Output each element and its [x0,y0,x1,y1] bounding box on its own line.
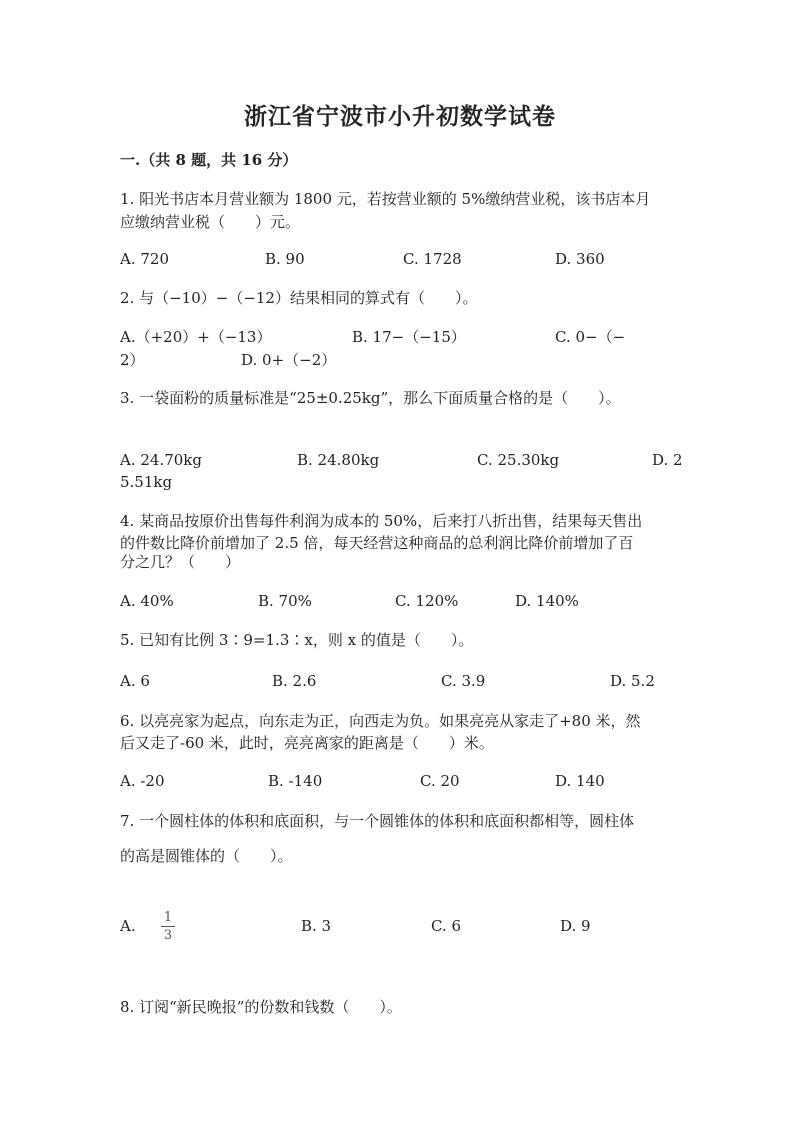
q4-option-a: A. 40% [120,592,174,610]
q4-text-line1: 4. 某商品按原价出售每件利润为成本的 50%，后来打八折出售，结果每天售出 [120,512,643,530]
q7-option-a-label: A. [120,917,136,935]
fraction-denominator: 3 [163,928,173,943]
q1-option-a: A. 720 [120,250,169,268]
q7-option-b: B. 3 [301,917,332,935]
q5-option-b: B. 2.6 [272,672,317,690]
q4-option-b: B. 70% [258,592,312,610]
fraction-bar [161,926,175,927]
q7-option-a-fraction [160,910,176,943]
q5-option-d: D. 5.2 [610,672,655,690]
q7-text-line1: 7. 一个圆柱体的体积和底面积，与一个圆锥体的体积和底面积都相等，圆柱体 [120,812,635,830]
q4-option-c: C. 120% [395,592,459,610]
fraction-numerator: 1 [163,910,173,925]
q4-text-line3: 分之几？（ ） [120,553,241,571]
q6-text-line1: 6. 以亮亮家为起点，向东走为正，向西走为负。如果亮亮从家走了+80 米，然 [120,712,641,730]
q6-option-a: A. -20 [120,772,165,790]
q7-option-c: C. 6 [431,917,462,935]
page-title: 浙江省宁波市小升初数学试卷 [244,103,556,130]
q8-text-line1: 8. 订阅“新民晚报”的份数和钱数（ ）。 [120,998,402,1016]
q3-option-c: C. 25.30kg [477,451,560,469]
q5-option-c: C. 3.9 [441,672,486,690]
q2-option-a: A.（+20）+（−13） [120,328,272,346]
q6-option-b: B. -140 [268,772,323,790]
q2-option-c: C. 0−（− [555,328,626,346]
q3-option-d: D. 2 [652,451,683,469]
q1-text-line1: 1. 阳光书店本月营业额为 1800 元，若按营业额的 5%缴纳营业税，该书店本月 [120,190,651,208]
q4-option-d: D. 140% [515,592,579,610]
q6-text-line2: 后又走了-60 米，此时，亮亮离家的距离是（ ）米。 [120,734,494,752]
q2-option-d: D. 0+（−2） [241,351,337,369]
q7-text-line2: 的高是圆锥体的（ ）。 [120,847,293,865]
q1-option-c: C. 1728 [403,250,462,268]
q5-option-a: A. 6 [120,672,150,690]
q1-option-b: B. 90 [265,250,305,268]
q5-text-line1: 5. 已知有比例 3∶9=1.3∶x，则 x 的值是（ ）。 [120,631,474,649]
q6-option-c: C. 20 [420,772,460,790]
q1-text-line2: 应缴纳营业税（ ）元。 [120,213,301,231]
section-heading: 一.（共 8 题，共 16 分） [120,151,298,169]
q2-option-b: B. 17−（−15） [352,328,466,346]
q2-text-line1: 2. 与（−10）−（−12）结果相同的算式有（ ）。 [120,289,478,307]
q6-option-d: D. 140 [555,772,605,790]
q3-option-d-continued: 5.51kg [120,473,173,491]
q3-option-b: B. 24.80kg [297,451,380,469]
q4-text-line2: 的件数比降价前增加了 2.5 倍，每天经营这种商品的总利润比降价前增加了百 [120,534,634,552]
q1-option-d: D. 360 [555,250,605,268]
q3-text-line1: 3. 一袋面粉的质量标准是“25±0.25kg”，那么下面质量合格的是（ ）。 [120,389,621,407]
q2-option-c-continued: 2） [120,351,145,369]
q3-option-a: A. 24.70kg [120,451,203,469]
q7-option-d: D. 9 [560,917,591,935]
